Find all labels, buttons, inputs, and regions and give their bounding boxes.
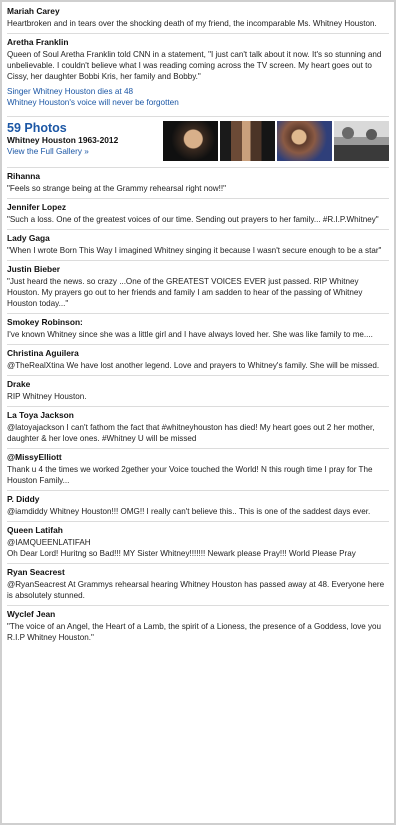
photo-count[interactable]: 59 Photos: [7, 121, 67, 135]
tribute-entry: [7, 376, 389, 407]
related-links: [7, 86, 389, 108]
tribute-name: Ryan Seacrest: [7, 567, 65, 577]
tribute-quote: "The voice of an Angel, the Heart of a Lamb, the spirit of a Lioness, the presence of a Goddess, love you R.I.P Whitney Houston.": [7, 622, 382, 642]
tributes-list: [7, 168, 389, 647]
tribute-name: Justin Bieber: [7, 264, 61, 274]
tribute-name: Mariah Carey: [7, 6, 60, 16]
tribute-entry: [7, 491, 389, 522]
tribute-entry: [7, 345, 389, 376]
tribute-name: Drake: [7, 379, 31, 389]
tribute-entry: [7, 314, 389, 345]
tribute-name: Aretha Franklin: [7, 37, 69, 47]
tribute-quote: Queen of Soul Aretha Franklin told CNN in a statement, "I just can't talk about it now. It's so stunning and unbelievable. I couldn't believe what I was reading coming across the TV screen. My heart goes out to Cissy, her daughter Bobbi Kris, her family and Bobby.": [7, 50, 382, 81]
tribute-quote: @IAMQUEENLATIFAH Oh Dear Lord! Huritng so Bad!!! MY Sister Whitney!!!!!!! Newark please Pray!!! World Please Pray: [7, 538, 356, 558]
tribute-name: Wyclef Jean: [7, 609, 56, 619]
tribute-name: Rihanna: [7, 171, 41, 181]
tribute-entry: [7, 606, 389, 647]
tribute-quote: Thank u 4 the times we worked 2gether your Voice touched the World! N this rough time I pray for The Houston Family...: [7, 465, 373, 485]
tribute-entry: [7, 34, 389, 112]
gallery-thumbnails: [163, 121, 389, 161]
tribute-name: Jennifer Lopez: [7, 202, 67, 212]
tribute-entry: [7, 407, 389, 449]
tribute-entry: [7, 3, 389, 34]
tribute-name: Smokey Robinson:: [7, 317, 83, 327]
tribute-quote: @latoyajackson I can't fathom the fact that #whitneyhouston has died! My heart goes out 2 her mother, daughter & her love ones. #Whitney U will be missed: [7, 423, 375, 443]
tribute-name: Christina Aguilera: [7, 348, 79, 358]
tribute-entry: [7, 564, 389, 606]
tribute-name: La Toya Jackson: [7, 410, 74, 420]
tribute-quote: "Such a loss. One of the greatest voices of our time. Sending out prayers to her family... #R.I.P.Whitney": [7, 215, 379, 224]
gallery-title[interactable]: Whitney Houston 1963-2012: [7, 135, 119, 145]
tribute-quote: I've known Whitney since she was a little girl and I have always loved her. She was like family to me....: [7, 330, 373, 339]
tribute-entry: [7, 199, 389, 230]
tribute-quote: @iamdiddy Whitney Houston!!! OMG!! I really can't believe this.. This is one of the saddest days ever.: [7, 507, 371, 516]
related-link-voice-never-forgotten[interactable]: Whitney Houston's voice will never be forgotten: [7, 98, 179, 107]
related-link-dies-at-48[interactable]: Singer Whitney Houston dies at 48: [7, 87, 134, 96]
tribute-quote: "Feels so strange being at the Grammy rehearsal right now!!": [7, 184, 226, 193]
view-full-gallery-link[interactable]: View the Full Gallery »: [7, 147, 89, 156]
gallery-info: [7, 121, 159, 157]
gallery-thumbnail[interactable]: [277, 121, 332, 161]
tribute-quote: "When I wrote Born This Way I imagined Whitney singing it because I wasn't secure enough to be a star": [7, 246, 382, 255]
gallery-thumbnail[interactable]: [334, 121, 389, 161]
tribute-quote: @RyanSeacrest At Grammys rehearsal hearing Whitney Houston has passed away at 48. Everyone here is absolutely stunned.: [7, 580, 385, 600]
tribute-name: @MissyElliott: [7, 452, 62, 462]
tribute-entry: [7, 522, 389, 564]
gallery-thumbnail[interactable]: [163, 121, 218, 161]
tribute-name: P. Diddy: [7, 494, 40, 504]
tribute-entry: [7, 261, 389, 314]
tribute-entry: [7, 449, 389, 491]
gallery-thumbnail[interactable]: [220, 121, 275, 161]
tribute-name: Lady Gaga: [7, 233, 50, 243]
photo-gallery-promo: [7, 116, 389, 168]
tribute-name: Queen Latifah: [7, 525, 63, 535]
tribute-quote: @TheRealXtina We have lost another legend. Love and prayers to Whitney's family. She will be missed.: [7, 361, 380, 370]
tribute-entry: [7, 168, 389, 199]
tribute-entry: [7, 230, 389, 261]
tribute-quote: RIP Whitney Houston.: [7, 392, 87, 401]
tribute-quote: "Just heard the news. so crazy ...One of the GREATEST VOICES EVER just passed. RIP Whitney Houston. My prayers go out to her friends and family I am sadden to hear of the passing of Whitney Houston today...": [7, 277, 363, 308]
tribute-quote: Heartbroken and in tears over the shocking death of my friend, the incomparable Ms. Whitney Houston.: [7, 19, 377, 28]
tributes-column: [2, 2, 394, 647]
